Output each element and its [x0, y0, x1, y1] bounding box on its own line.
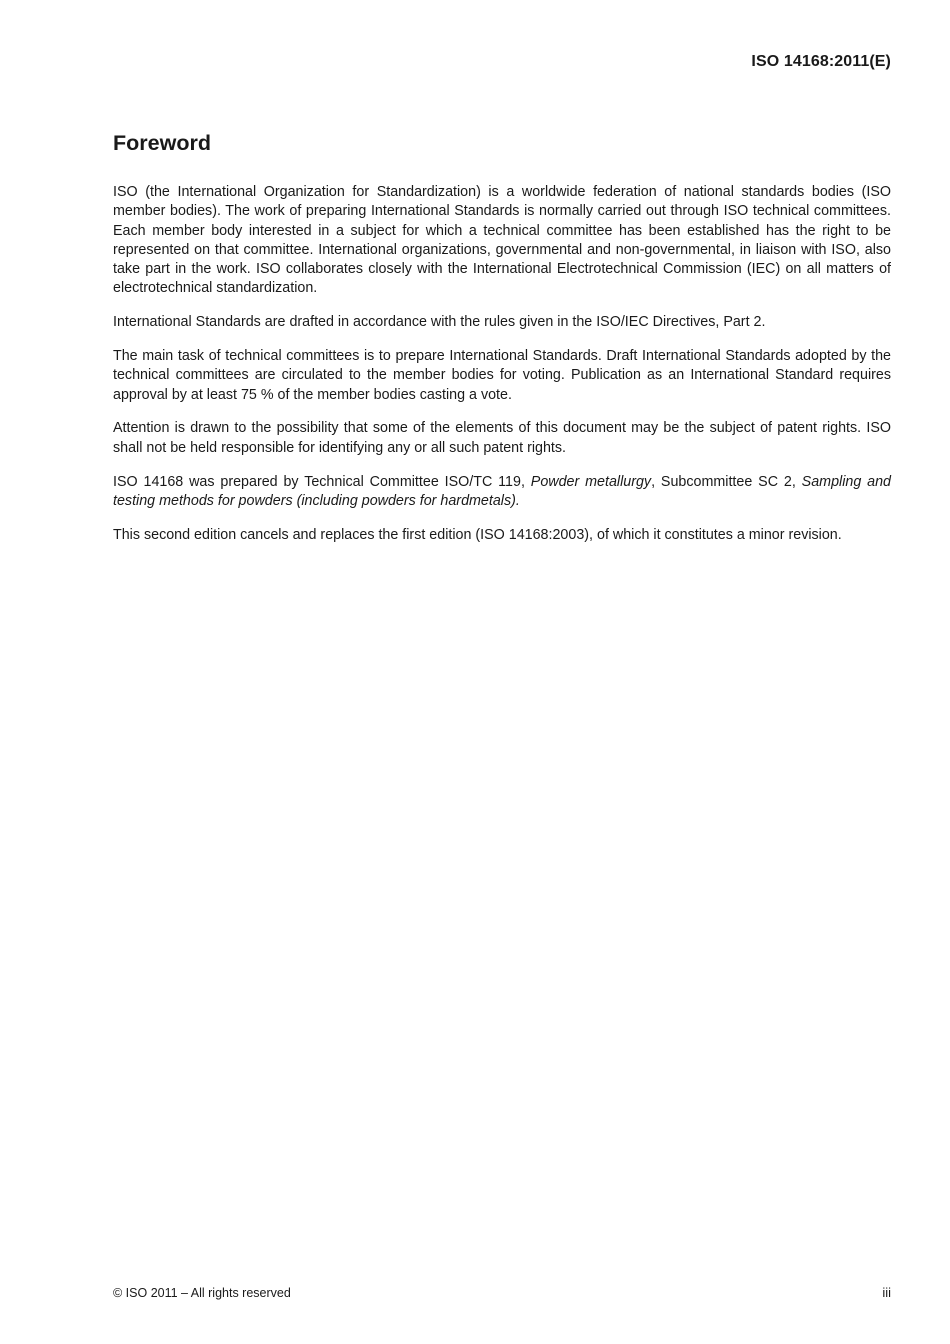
foreword-body: [113, 183, 891, 559]
subcommittee-intro: , Subcommittee SC 2,: [651, 473, 802, 490]
footer-copyright: © ISO 2011 – All rights reserved: [113, 1286, 291, 1300]
section-title: Foreword: [113, 131, 211, 155]
paragraph-iso-description: ISO (the International Organization for Standardization) is a worldwide federation of national standards bodies (ISO member bodies). The work of preparing International Standards is normally carried out through ISO technical committees. Each member body interested in a subject for which a technical committee has been established has the right to be represented on that committee. International organizations, governmental and non-governmental, in liaison with ISO, also take part in the work. ISO collaborates closely with the International Electrotechnical Commission (IEC) on all matters of electrotechnical standardization.: [113, 184, 891, 297]
prepared-by-text: ISO 14168 was prepared by Technical Committee ISO/TC 119,: [113, 473, 531, 490]
paragraph-patent-rights: Attention is drawn to the possibility that some of the elements of this document may be the subject of patent rights. ISO shall not be held responsible for identifying any or all such patent rights.: [113, 420, 891, 456]
subcommittee-title: Sampling and testing methods for powders (including powders for hardmetals): [113, 473, 891, 509]
paragraph-directives: International Standards are drafted in accordance with the rules given in the ISO/IEC Directives, Part 2.: [113, 314, 766, 331]
footer-page-number: iii: [882, 1285, 891, 1300]
document-identifier: ISO 14168:2011(E): [751, 53, 891, 70]
paragraph-committee-task: The main task of technical committees is to prepare International Standards. Draft International Standards adopted by the technical committees are circulated to the member bodies for voting. Publication as an International Standard requires approval by at least 75 % of the member bodies casting a vote.: [113, 348, 891, 403]
paragraph-edition: This second edition cancels and replaces the first edition (ISO 14168:2003), of which it constitutes a minor revision.: [113, 526, 842, 543]
prepared-by-end: .: [515, 492, 520, 509]
paragraph-prepared-by: [113, 473, 891, 512]
committee-title: Powder metallurgy: [530, 473, 652, 490]
